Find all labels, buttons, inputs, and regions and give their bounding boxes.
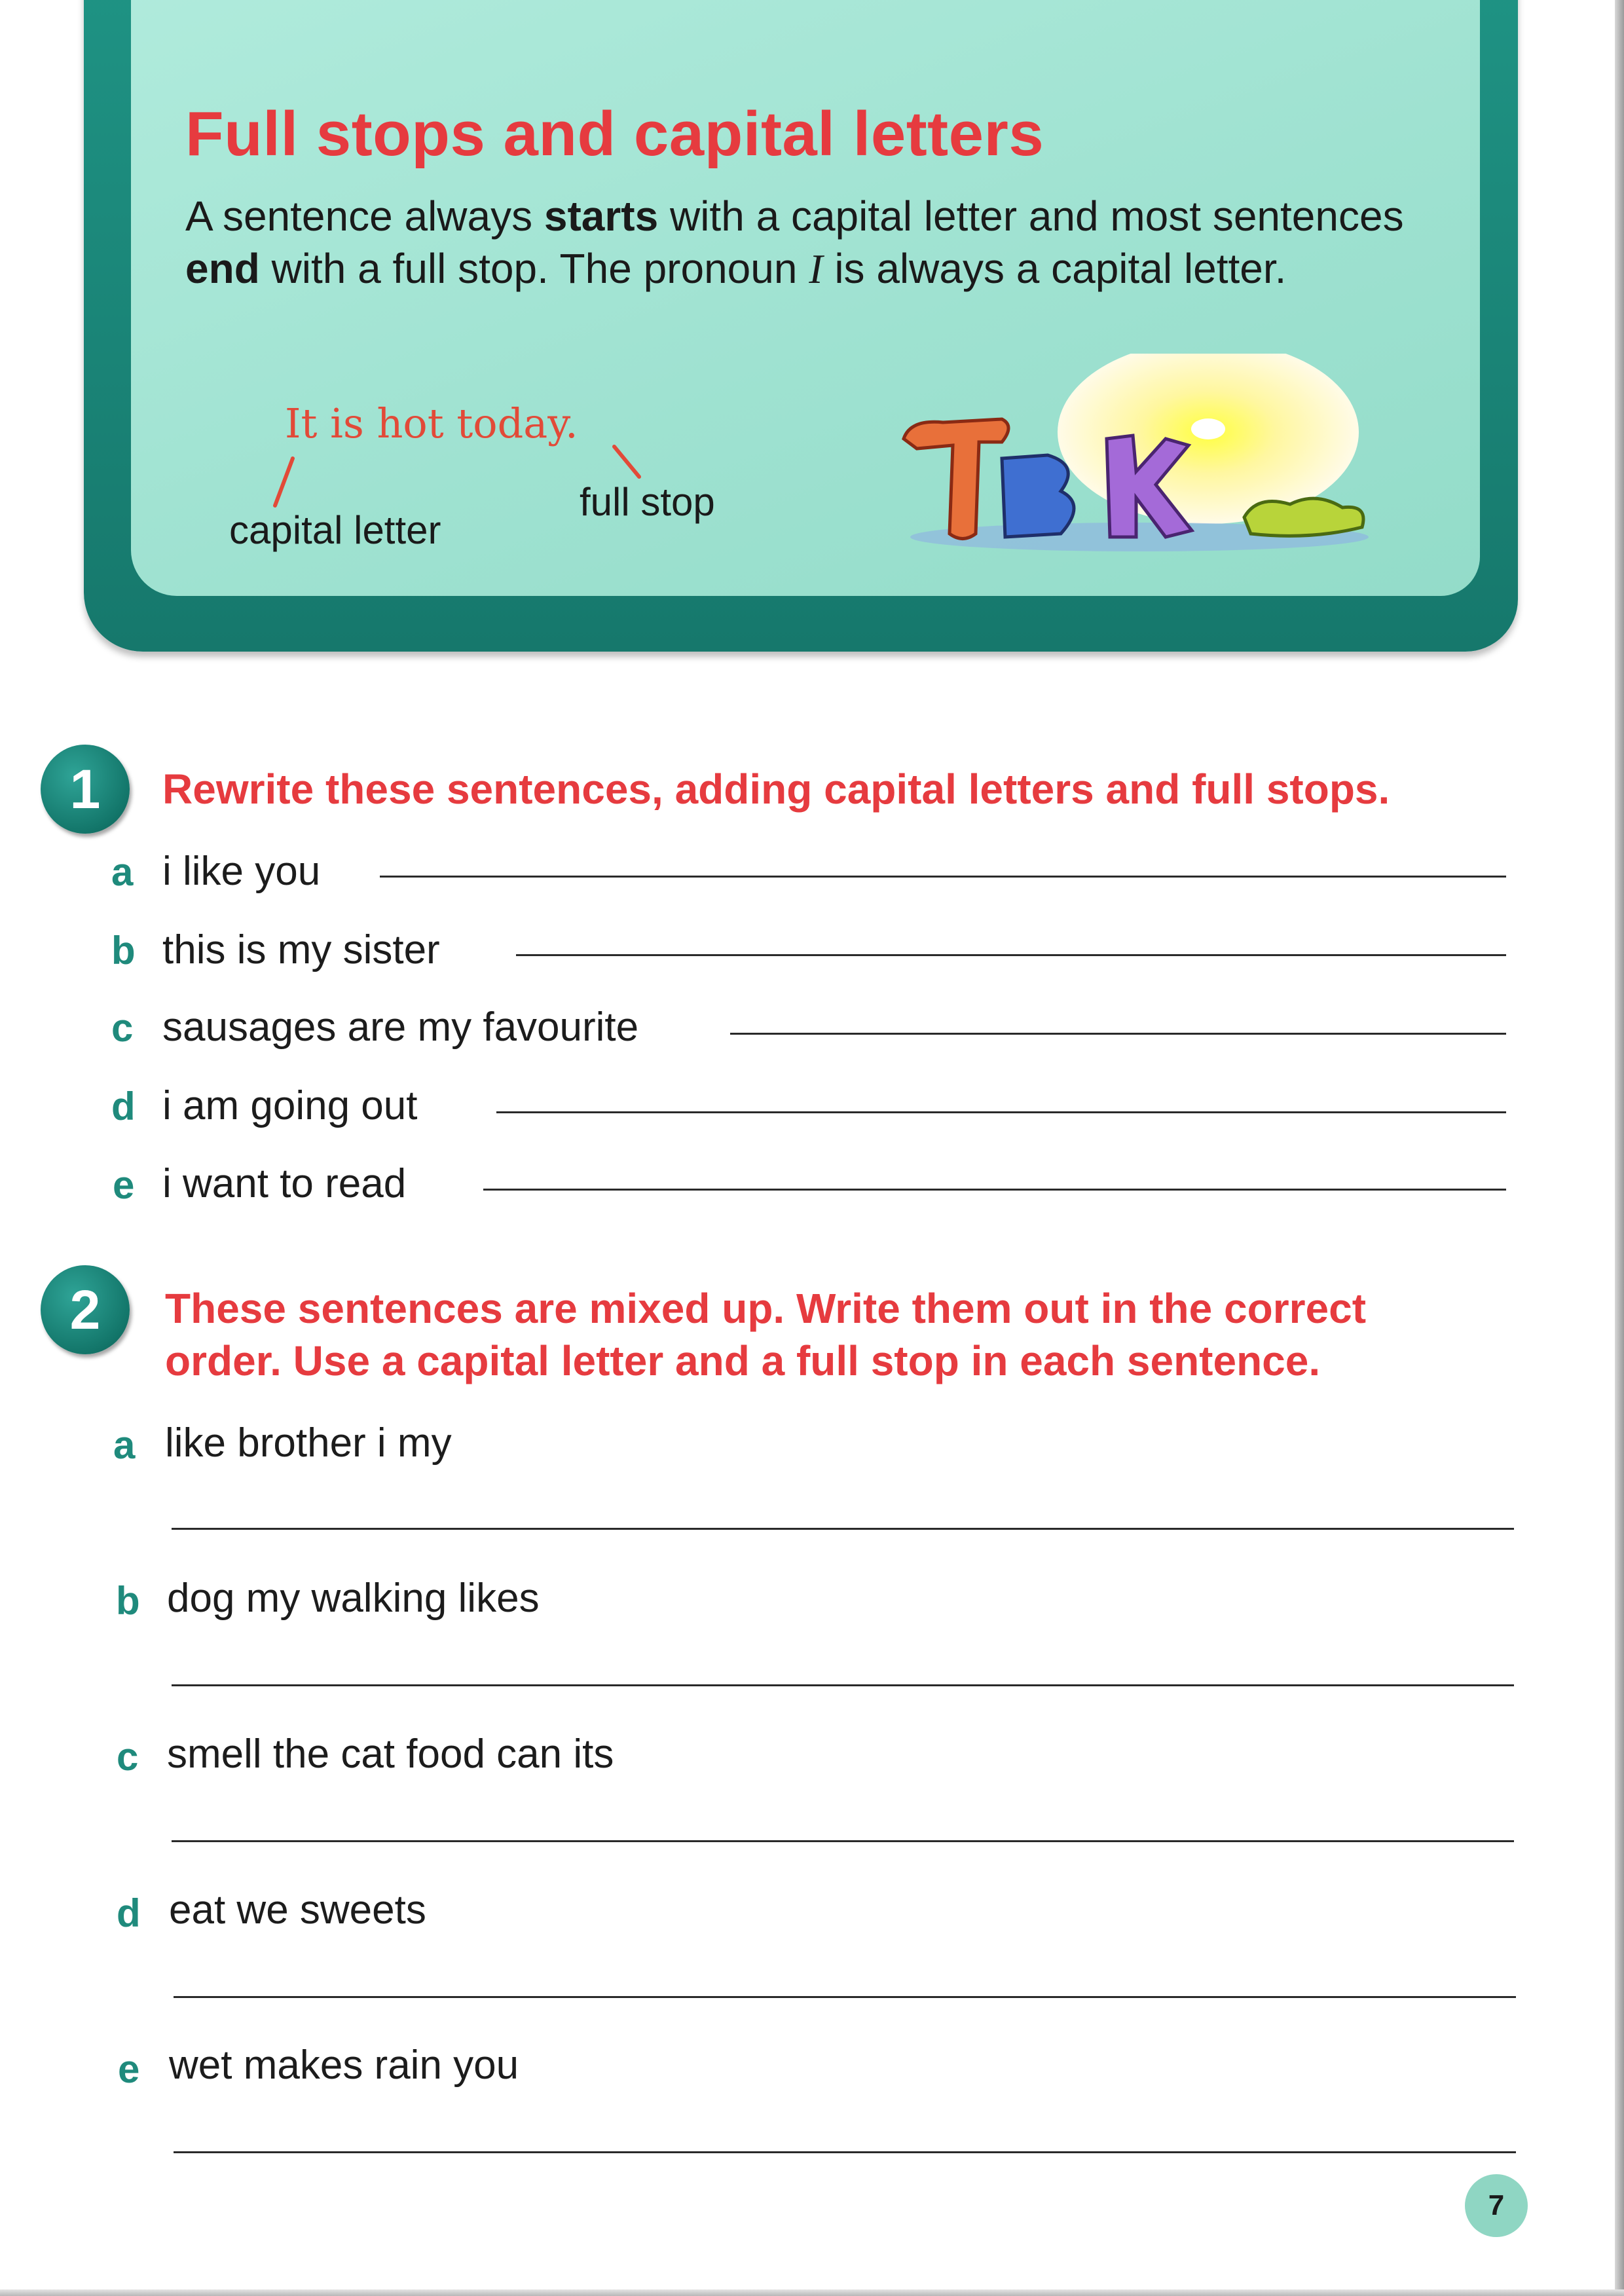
q1-answer-line-b[interactable]	[516, 954, 1506, 956]
q1-item-letter-b: b	[111, 929, 136, 972]
q2-item-text-c: smell the cat food can its	[167, 1731, 614, 1777]
q2-item-text-e: wet makes rain you	[169, 2043, 519, 2088]
q1-item-letter-d: d	[111, 1084, 136, 1128]
page-bottom-edge	[0, 2289, 1624, 2296]
q1-item-letter-a: a	[111, 850, 134, 894]
q1-item-letter-c: c	[111, 1006, 134, 1050]
q2-item-text-b: dog my walking likes	[167, 1576, 540, 1621]
sun-highlight	[1191, 418, 1225, 439]
example-sentence: It is hot today.	[285, 399, 578, 447]
label-pointers	[0, 0, 1624, 655]
q2-item-letter-e: e	[118, 2047, 140, 2091]
rule-text-part: A sentence always	[185, 193, 544, 240]
q1-answer-line-a[interactable]	[380, 876, 1506, 878]
q2-item-letter-a: a	[113, 1423, 136, 1467]
q2-answer-line-d[interactable]	[174, 1996, 1516, 1998]
melting-letter-blob	[1244, 498, 1363, 536]
q1-answer-line-c[interactable]	[730, 1033, 1506, 1035]
rule-italic-pronoun: I	[809, 246, 823, 292]
q1-item-text-d: i am going out	[162, 1083, 418, 1128]
melting-letters-picture	[891, 354, 1375, 557]
page-title: Full stops and capital letters	[185, 99, 1044, 169]
full-stop-pointer	[614, 447, 639, 477]
rule-text-part: is always a capital letter.	[822, 245, 1287, 292]
capital-letter-label: capital letter	[229, 508, 441, 552]
q1-item-text-e: i want to read	[162, 1161, 407, 1206]
page-number: 7	[1465, 2174, 1528, 2237]
capital-letter-pointer	[275, 458, 293, 506]
letter-B	[1002, 455, 1074, 537]
q1-item-text-b: this is my sister	[162, 927, 440, 972]
q2-item-letter-b: b	[116, 1579, 140, 1623]
q2-item-letter-d: d	[117, 1891, 141, 1935]
question-2-badge: 2	[41, 1265, 130, 1354]
letter-T	[904, 419, 1008, 539]
q2-answer-line-b[interactable]	[172, 1684, 1514, 1686]
question-1-instruction: Rewrite these sentences, adding capital letters and full stops.	[162, 766, 1390, 813]
q2-answer-line-a[interactable]	[172, 1528, 1514, 1530]
q1-item-letter-e: e	[113, 1163, 135, 1207]
rule-bold-starts: starts	[544, 193, 659, 240]
rule-text-part: with a full stop. The pronoun	[259, 245, 809, 292]
q2-item-text-a: like brother i my	[165, 1420, 452, 1466]
question-2-instruction-line-2: order. Use a capital letter and a full stop in each sentence.	[165, 1337, 1321, 1384]
q2-item-letter-c: c	[117, 1735, 139, 1779]
q2-item-text-d: eat we sweets	[169, 1887, 426, 1933]
q1-item-text-c: sausages are my favourite	[162, 1005, 639, 1050]
q2-answer-line-c[interactable]	[172, 1840, 1514, 1842]
q1-item-text-a: i like you	[162, 849, 321, 894]
q1-answer-line-d[interactable]	[496, 1111, 1506, 1113]
rule-bold-end: end	[185, 245, 260, 292]
q2-answer-line-e[interactable]	[174, 2151, 1516, 2153]
question-2-instruction-line-1: These sentences are mixed up. Write them out in the correct	[165, 1285, 1366, 1332]
full-stop-label: full stop	[580, 480, 715, 524]
q1-answer-line-e[interactable]	[483, 1189, 1506, 1191]
question-1-badge: 1	[41, 745, 130, 834]
rule-text-part: with a capital letter and most sentences	[658, 193, 1404, 240]
